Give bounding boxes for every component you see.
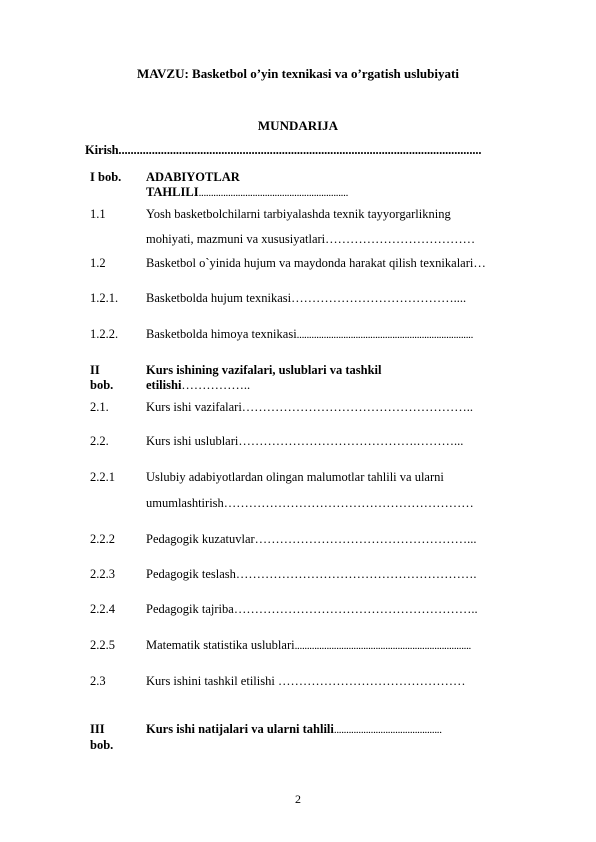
- toc-ch3-entry: [146, 722, 442, 737]
- toc-ch1-line2: [146, 185, 348, 200]
- toc-entry-kirish: Kirish........................................................................................................................: [85, 143, 482, 157]
- toc-1-2-2-dots: ........................................................................: [296, 329, 474, 341]
- toc-2-2-3-text: Pedagogik teslash………………………………………………….: [146, 567, 477, 581]
- toc-num-2-1: 2.1.: [90, 400, 109, 414]
- toc-ch2-dots: ……………..: [181, 378, 251, 392]
- toc-ch2-title: etilishi: [146, 378, 182, 392]
- toc-num-ch2-part2: bob.: [90, 378, 114, 392]
- toc-ch1-line1: ADABIYOTLAR: [146, 170, 240, 184]
- toc-num-ch2-part1: II: [90, 363, 100, 377]
- toc-1-2-1-text: Basketbolda hujum texnikasi…………………………………....: [146, 291, 467, 305]
- toc-ch2-line2: [146, 378, 250, 393]
- toc-2-2-1-line2: umumlashtirish……………………………………………………: [146, 496, 474, 510]
- toc-ch1-title: TAHLILI: [146, 185, 199, 199]
- toc-2-2-text: Kurs ishi uslublari…………………………………….………...: [146, 434, 464, 448]
- document-title: MAVZU: Basketbol o’yin texnikasi va o’rgatish uslubiyati: [137, 66, 459, 81]
- toc-1-1-line2: mohiyati, mazmuni va xususiyatlari………………………………: [146, 232, 476, 246]
- toc-2-2-5-dots: ........................................................................: [294, 640, 471, 652]
- toc-num-2-2-1: 2.2.1: [90, 470, 115, 484]
- toc-1-1-line1: Yosh basketbolchilarni tarbiyalashda texnik tayyorgarlikning: [146, 207, 451, 221]
- toc-num-2-2: 2.2.: [90, 434, 109, 448]
- toc-num-ch3-part1: III: [90, 722, 105, 736]
- toc-num-ch1: I bob.: [90, 170, 122, 184]
- toc-1-2-2-entry: [146, 327, 473, 342]
- toc-2-2-2-text: Pedagogik kuzatuvlar……………………………………………...: [146, 532, 477, 546]
- toc-ch1-dots: .............................................................: [198, 187, 349, 199]
- toc-ch3-dots: ............................................: [333, 724, 442, 736]
- toc-num-2-2-2: 2.2.2: [90, 532, 115, 546]
- toc-num-1-1: 1.1: [90, 207, 106, 221]
- toc-num-2-3: 2.3: [90, 674, 106, 688]
- toc-num-1-2-1: 1.2.1.: [90, 291, 119, 305]
- toc-2-2-5-entry: [146, 638, 471, 653]
- page-number: 2: [295, 792, 301, 806]
- toc-num-2-2-4: 2.2.4: [90, 602, 115, 616]
- toc-1-2-text: Basketbol o`yinida hujum va maydonda harakat qilish texnikalari…: [146, 256, 486, 270]
- toc-2-2-1-line1: Uslubiy adabiyotlardan olingan malumotlar tahlili va ularni: [146, 470, 444, 484]
- toc-ch2-line1: Kurs ishining vazifalari, uslublari va tashkil: [146, 363, 382, 377]
- toc-2-2-4-text: Pedagogik tajriba…………………………………………………..: [146, 602, 478, 616]
- toc-2-1-text: Kurs ishi vazifalari………………………………………………..: [146, 400, 474, 414]
- toc-2-2-5-text: Matematik statistika uslublari: [146, 638, 295, 652]
- toc-num-ch3-part2: bob.: [90, 738, 114, 752]
- toc-ch3-title: Kurs ishi natijalari va ularni tahlili: [146, 722, 334, 736]
- toc-num-2-2-5: 2.2.5: [90, 638, 115, 652]
- toc-heading: MUNDARIJA: [257, 118, 339, 133]
- toc-1-2-2-text: Basketbolda himoya texnikasi: [146, 327, 297, 341]
- toc-num-2-2-3: 2.2.3: [90, 567, 115, 581]
- toc-2-3-text: Kurs ishini tashkil etilishi ………………………………………: [146, 674, 466, 688]
- toc-num-1-2: 1.2: [90, 256, 106, 270]
- toc-num-1-2-2: 1.2.2.: [90, 327, 119, 341]
